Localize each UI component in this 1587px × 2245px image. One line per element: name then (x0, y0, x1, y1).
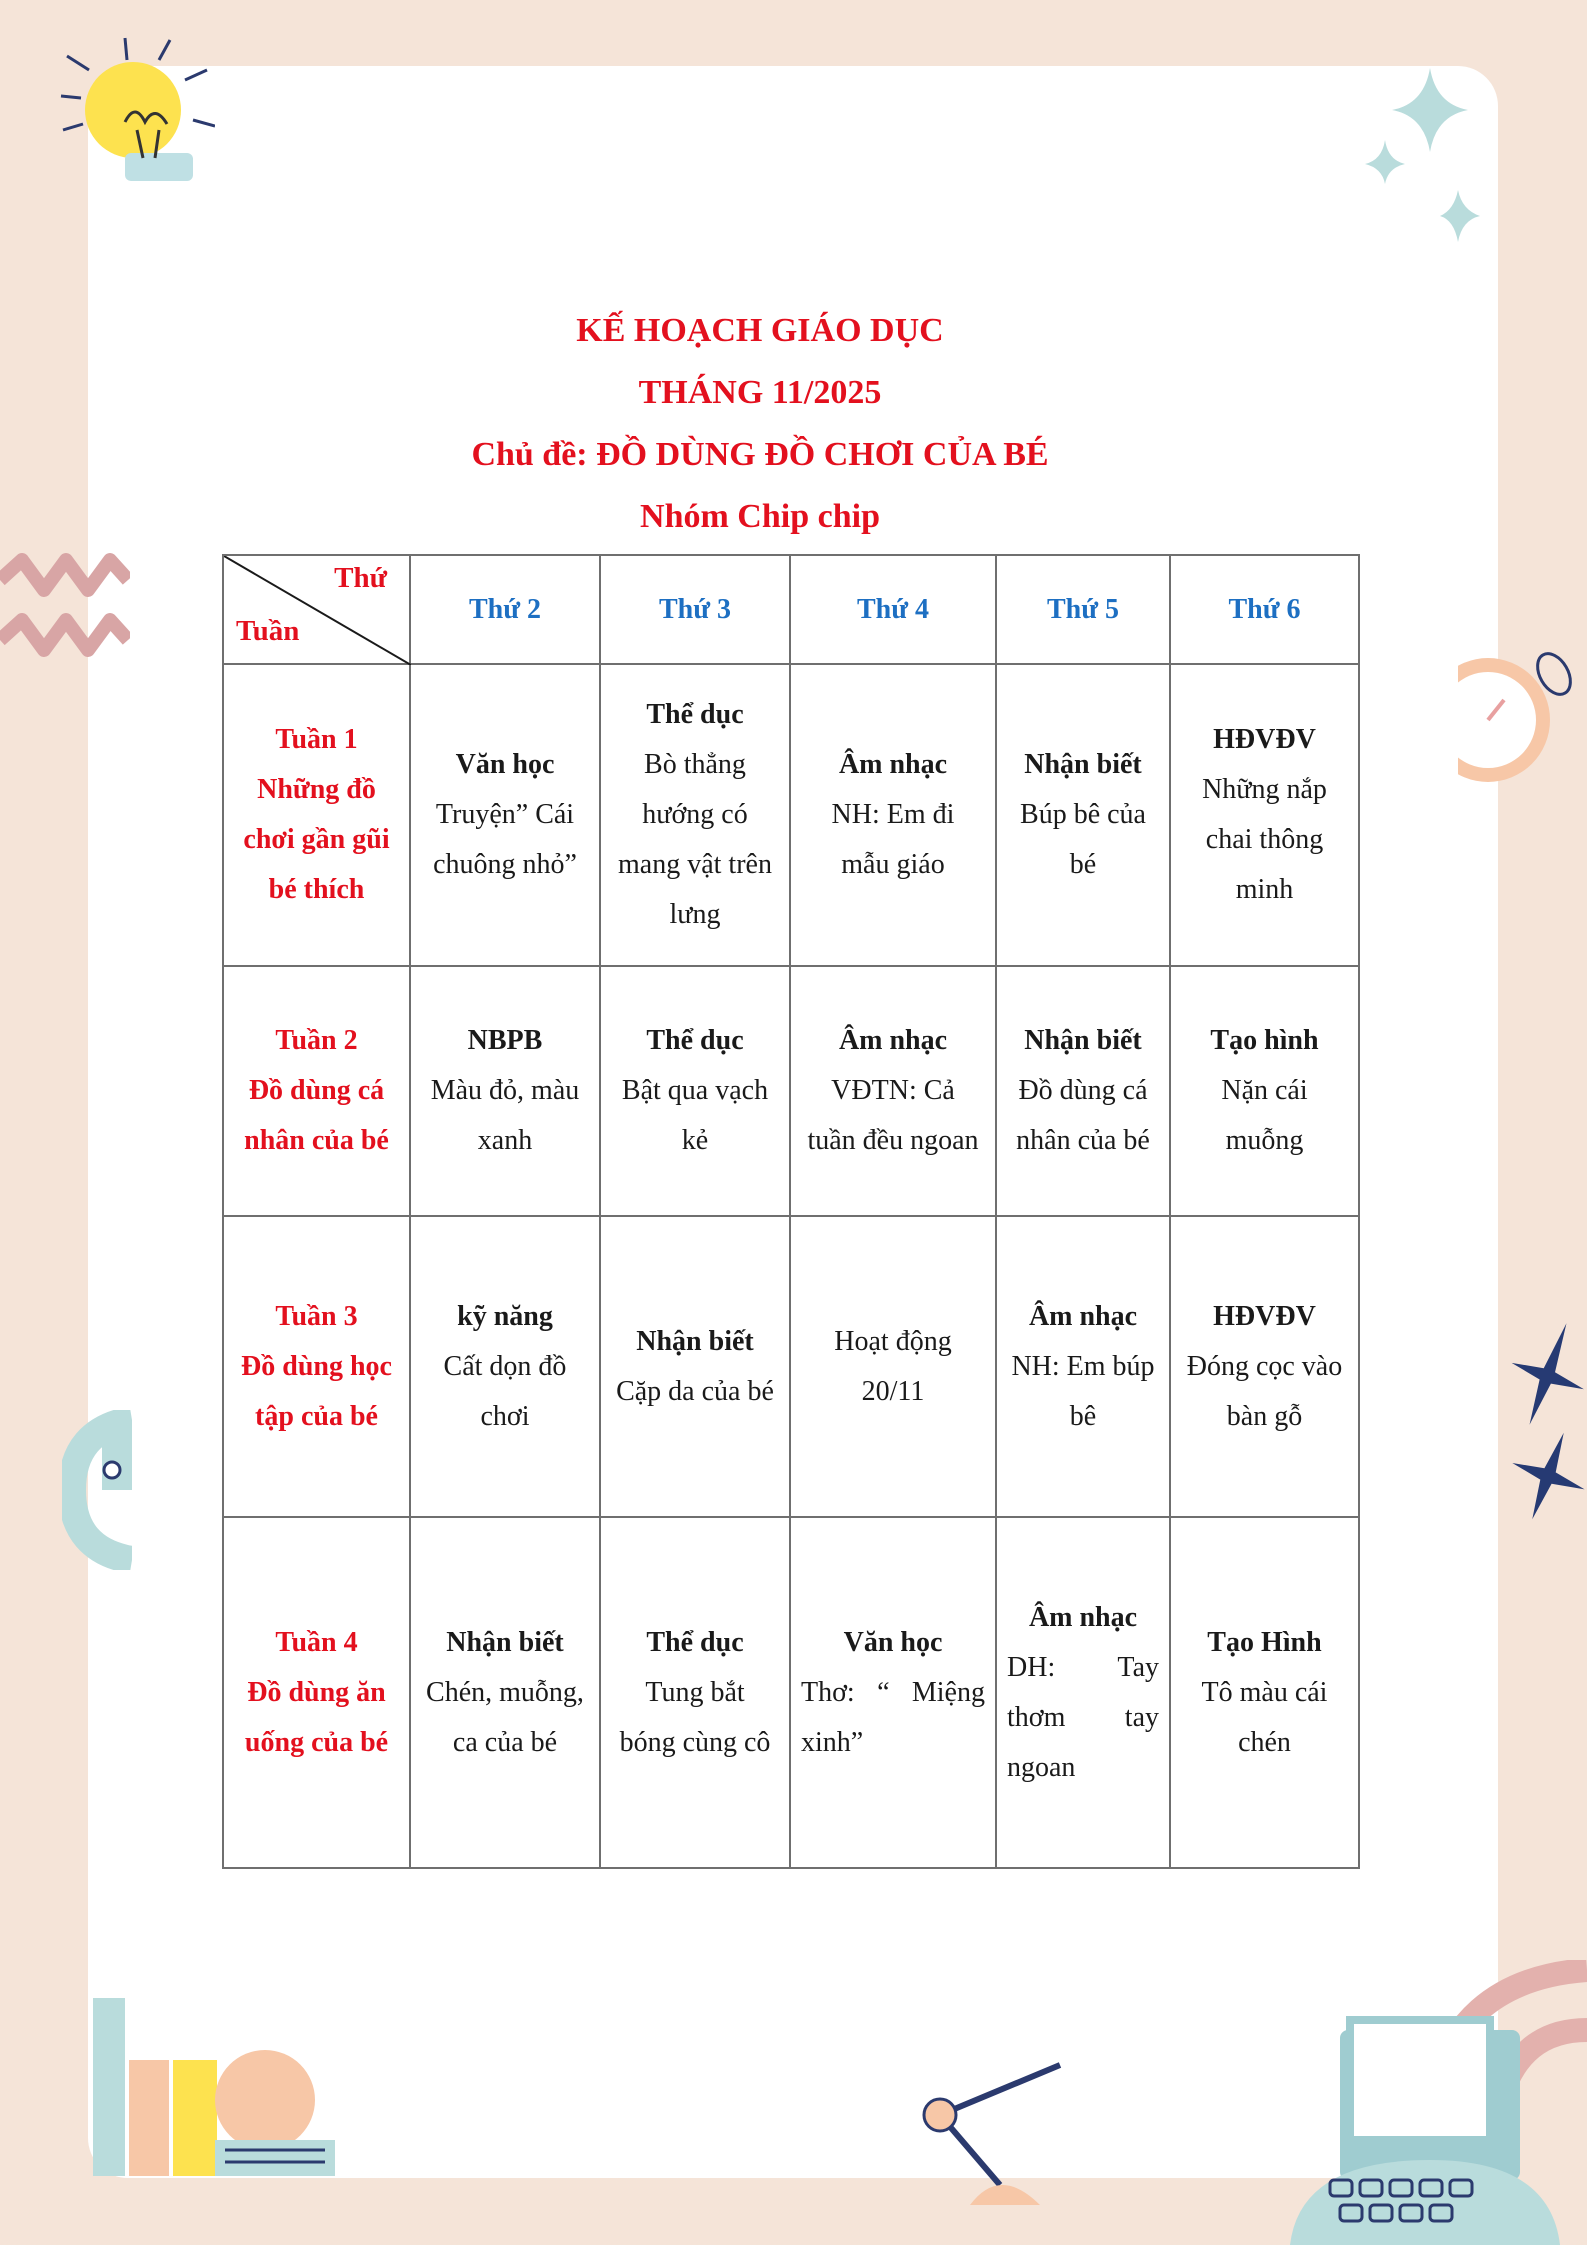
activity-detail: xinh” (801, 1726, 864, 1758)
title-group: Nhóm Chip chip (640, 498, 880, 535)
week-label-line: tập của bé (255, 1400, 378, 1432)
activity-subject: kỹ năng (457, 1300, 553, 1332)
activity-detail: mẫu giáo (841, 849, 945, 880)
plus-icon (1508, 1310, 1587, 1530)
week-label-line: nhân của bé (244, 1125, 389, 1156)
activity-cell (996, 966, 1170, 1216)
corner-day-label: Thứ (334, 562, 387, 594)
activity-detail: Chén, muỗng, (426, 1676, 584, 1708)
activity-detail: chơi (480, 1400, 530, 1432)
title-block (0, 300, 1520, 548)
zigzag-icon (0, 550, 130, 690)
day-header: Thứ 3 (600, 555, 790, 664)
activity-detail: kẻ (681, 1125, 709, 1156)
activity-detail: NH: Em đi (831, 799, 955, 830)
activity-subject: Tạo hình (1210, 1025, 1319, 1056)
title-plan: KẾ HOẠCH GIÁO DỤC (576, 312, 944, 349)
activity-subject: HĐVĐV (1213, 1300, 1316, 1332)
activity-detail: Những nắp (1202, 774, 1327, 805)
activity-subject: Thể dục (646, 1025, 744, 1056)
activity-detail: bé (1069, 849, 1097, 880)
activity-subject: Nhận biết (1024, 749, 1142, 780)
activity-detail: bàn gỗ (1226, 1400, 1303, 1432)
header-row (223, 555, 1359, 664)
activity-cell (410, 1517, 600, 1868)
day-header: Thứ 2 (410, 555, 600, 664)
week-label-line: chơi gần gũi (243, 824, 390, 855)
activity-detail: lưng (669, 899, 721, 930)
activity-subject: Thể dục (646, 699, 744, 730)
week-label-line: Tuần 2 (275, 1025, 358, 1056)
week-row (223, 664, 1359, 966)
alarm-clock-icon (1458, 640, 1587, 810)
desk-lamp-icon (910, 2055, 1090, 2205)
activity-detail: Đóng cọc vào (1186, 1350, 1343, 1382)
activity-detail: Hoạt động (834, 1325, 952, 1357)
week-label-line: Tuần 4 (275, 1626, 358, 1658)
week-label-line: Những đồ (257, 774, 376, 805)
title-theme: Chủ đề: ĐỒ DÙNG ĐỒ CHƠI CỦA BÉ (471, 436, 1049, 473)
week-label-cell (223, 664, 410, 966)
activity-detail: Búp bê của (1020, 799, 1146, 830)
corner-week-label: Tuần (236, 615, 300, 647)
week-label-cell (223, 966, 410, 1216)
day-header: Thứ 4 (790, 555, 996, 664)
sparkle-icon (1350, 60, 1510, 260)
activity-cell (790, 664, 996, 966)
activity-detail: Bò thẳng (644, 749, 746, 780)
week-label-line: Đồ dùng ăn (247, 1676, 386, 1708)
activity-cell (1170, 1517, 1359, 1868)
activity-detail: 20/11 (861, 1375, 925, 1407)
activity-subject: Âm nhạc (1028, 1601, 1138, 1633)
activity-subject: Văn học (843, 1626, 943, 1658)
activity-detail: Tô màu cái (1201, 1676, 1328, 1708)
activity-detail: chai thông (1205, 824, 1324, 855)
activity-detail: Bật qua vạch (621, 1075, 769, 1106)
activity-detail: Cất dọn đồ (443, 1350, 567, 1382)
activity-detail: Truyện” Cái (435, 799, 575, 830)
activity-cell (1170, 664, 1359, 966)
activity-detail: hướng có (642, 799, 748, 830)
activity-subject: Văn học (455, 749, 555, 780)
activity-cell (1170, 1216, 1359, 1517)
week-label-line: Đồ dùng cá (248, 1075, 385, 1106)
week-label-cell (223, 1216, 410, 1517)
activity-detail: chén (1238, 1726, 1291, 1758)
activity-cell (410, 1216, 600, 1517)
activity-subject: Âm nhạc (838, 1025, 948, 1056)
activity-detail: xanh (477, 1125, 533, 1156)
activity-cell (600, 1216, 790, 1517)
activity-subject: HĐVĐV (1213, 724, 1316, 755)
activity-subject: Tạo Hình (1207, 1626, 1322, 1658)
activity-detail: muỗng (1225, 1125, 1304, 1156)
week-label-cell (223, 1517, 410, 1868)
activity-subject: Âm nhạc (838, 749, 948, 780)
books-icon (85, 1990, 345, 2190)
activity-cell (790, 1517, 996, 1868)
week-label-line: Đồ dùng học (241, 1350, 392, 1382)
activity-detail: DH: Tay (1007, 1651, 1159, 1683)
activity-detail: Nặn cái (1221, 1075, 1308, 1106)
activity-cell (410, 664, 600, 966)
activity-detail: bê (1069, 1400, 1097, 1432)
week-row (223, 1517, 1359, 1868)
corner-cell (223, 555, 410, 664)
activity-cell (996, 1216, 1170, 1517)
week-label-line: uống của bé (244, 1726, 389, 1758)
activity-detail: Tung bắt (645, 1676, 745, 1708)
week-row (223, 966, 1359, 1216)
activity-detail: thơm tay (1007, 1701, 1159, 1733)
activity-cell (410, 966, 600, 1216)
activity-cell (790, 1216, 996, 1517)
week-label-line: bé thích (268, 874, 365, 905)
activity-detail: Đồ dùng cá (1018, 1075, 1148, 1106)
schedule-table (222, 554, 1360, 1869)
activity-detail: tuần đều ngoan (807, 1125, 979, 1156)
day-header: Thứ 6 (1170, 555, 1359, 664)
activity-detail: Màu đỏ, màu (430, 1075, 580, 1106)
activity-cell (1170, 966, 1359, 1216)
day-header: Thứ 5 (996, 555, 1170, 664)
activity-subject: Âm nhạc (1028, 1300, 1138, 1332)
activity-detail: minh (1235, 874, 1294, 905)
activity-subject: Nhận biết (636, 1325, 754, 1357)
activity-detail: Thơ: “ Miệng (801, 1676, 985, 1708)
activity-cell (996, 1517, 1170, 1868)
activity-detail: nhân của bé (1016, 1125, 1150, 1156)
microscope-icon (62, 1410, 132, 1570)
activity-detail: NH: Em búp (1011, 1350, 1155, 1382)
light-bulb-icon (55, 30, 215, 190)
activity-subject: Thể dục (646, 1626, 744, 1658)
week-label-line: Tuần 3 (275, 1300, 358, 1332)
laptop-icon (1270, 1960, 1587, 2245)
week-label-line: Tuần 1 (275, 724, 358, 755)
activity-subject: Nhận biết (1024, 1025, 1142, 1056)
activity-detail: bóng cùng cô (619, 1726, 771, 1758)
title-month: THÁNG 11/2025 (638, 374, 882, 411)
activity-detail: ca của bé (452, 1726, 558, 1758)
activity-cell (996, 664, 1170, 966)
activity-cell (600, 664, 790, 966)
activity-detail: Cặp da của bé (616, 1375, 774, 1407)
activity-detail: chuông nhỏ” (433, 849, 577, 880)
activity-detail: ngoan (1007, 1751, 1076, 1783)
activity-cell (600, 966, 790, 1216)
activity-detail: VĐTN: Cả (831, 1075, 955, 1106)
activity-cell (790, 966, 996, 1216)
activity-cell (600, 1517, 790, 1868)
activity-subject: NBPB (467, 1025, 543, 1056)
activity-subject: Nhận biết (446, 1626, 564, 1658)
activity-detail: mang vật trên (618, 849, 772, 880)
week-row (223, 1216, 1359, 1517)
